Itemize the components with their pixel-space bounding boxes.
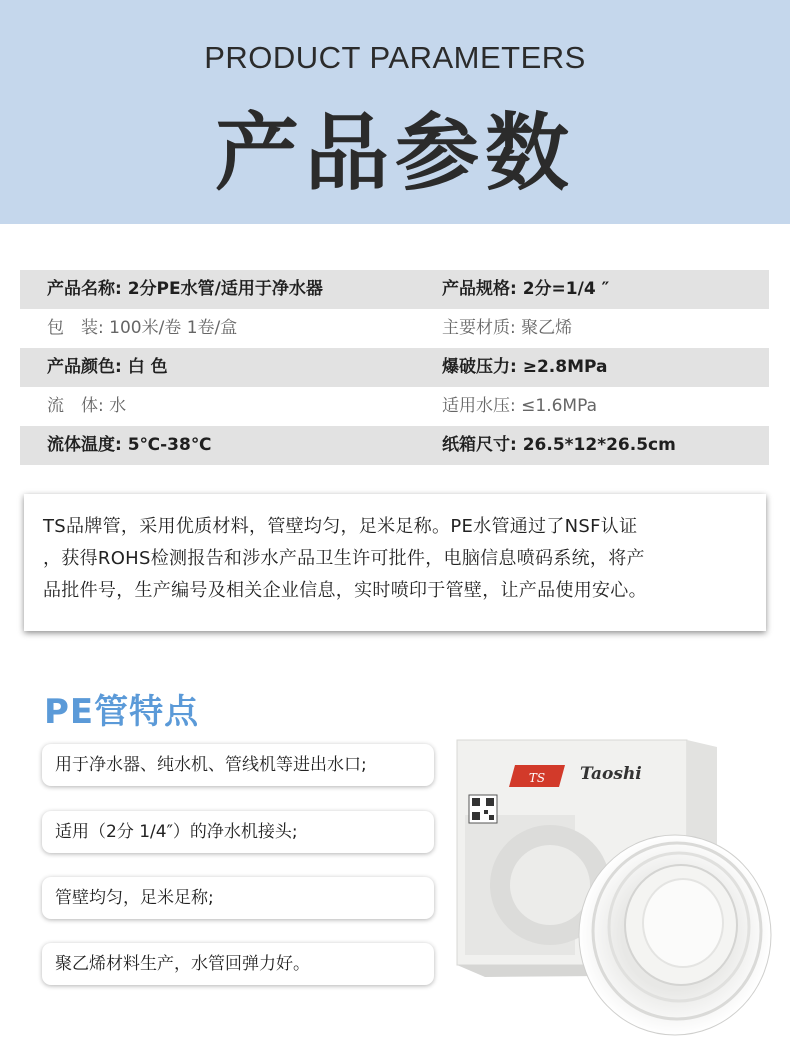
feature-item: 适用（2分 1/4″）的净水机接头; [42, 811, 434, 853]
brand-logo [509, 765, 565, 787]
feature-item: 聚乙烯材料生产，水管回弹力好。 [42, 943, 434, 985]
description-line: TS品牌管，采用优质材料，管壁均匀，足米足称。PE水管通过了NSF认证 [43, 516, 638, 537]
brand-name: Taoshi [580, 764, 642, 784]
param-color: 产品颜色: 白 色 [47, 357, 168, 377]
features-title: PE管特点 [44, 692, 200, 732]
param-name: 产品名称: 2分PE水管/适用于净水器 [47, 279, 323, 299]
table-row [20, 270, 769, 309]
product-image [455, 735, 775, 1045]
description-box [24, 494, 766, 631]
description-line: ，获得ROHS检测报告和涉水产品卫生许可批件，电脑信息喷码系统，将产 [43, 548, 645, 569]
param-packing: 包 装: 100米/卷 1卷/盒 [47, 318, 238, 338]
table-row [20, 387, 769, 426]
feature-item: 用于净水器、纯水机、管线机等进出水口; [42, 744, 434, 786]
parameters-table [20, 270, 769, 465]
param-temperature: 流体温度: 5℃-38℃ [47, 435, 212, 455]
description-line: 品批件号，生产编号及相关企业信息，实时喷印于管壁，让产品使用安心。 [43, 580, 647, 601]
param-material: 主要材质: 聚乙烯 [442, 318, 573, 338]
qr-code-icon [469, 795, 497, 823]
title-chinese: 产品参数 [214, 104, 575, 202]
param-spec: 产品规格: 2分=1/4 ″ [442, 279, 610, 299]
param-burst-pressure: 爆破压力: ≥2.8MPa [442, 357, 608, 377]
table-row [20, 426, 769, 465]
table-row [20, 348, 769, 387]
param-fluid: 流 体: 水 [47, 396, 127, 416]
svg-text:TS: TS [528, 771, 546, 785]
param-carton-size: 纸箱尺寸: 26.5*12*26.5cm [442, 435, 676, 455]
table-row [20, 309, 769, 348]
title-english: PRODUCT PARAMETERS [204, 40, 586, 75]
tube-coil [579, 835, 771, 1035]
param-water-pressure: 适用水压: ≤1.6MPa [442, 396, 597, 416]
header-banner [0, 0, 790, 224]
feature-item: 管壁均匀，足米足称; [42, 877, 434, 919]
